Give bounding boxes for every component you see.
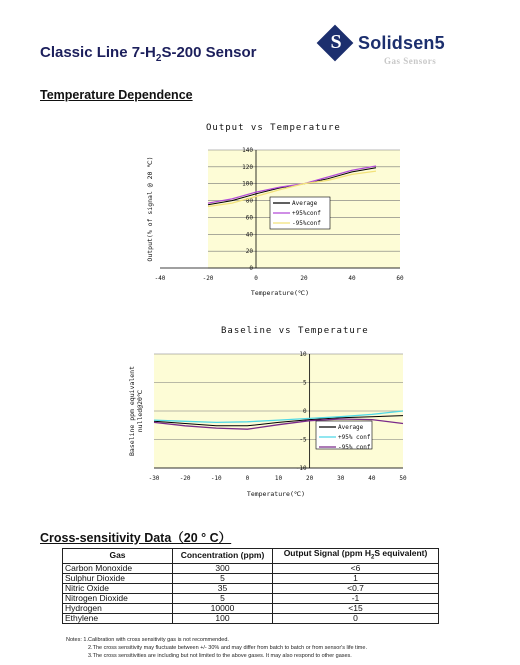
section-temperature-heading: Temperature Dependence	[40, 88, 193, 102]
cell-conc: 100	[173, 613, 273, 623]
table-row	[63, 583, 439, 593]
cell-conc: 5	[173, 573, 273, 583]
cell-gas: Hydrogen	[63, 603, 173, 613]
title-suffix: S-200 Sensor	[161, 44, 257, 61]
company-logo	[318, 28, 478, 68]
cell-conc: 35	[173, 583, 273, 593]
logo-text: Solidsen5	[358, 33, 445, 53]
cell-conc: 300	[173, 563, 273, 573]
table-row	[63, 593, 439, 603]
cell-signal: 1	[273, 573, 439, 583]
cell-signal: 0	[273, 613, 439, 623]
x-tick-label: 20	[306, 475, 314, 482]
table-row	[63, 573, 439, 583]
header-gas: Gas	[63, 549, 173, 564]
legend-label: -95% conf	[338, 444, 371, 451]
table-row	[63, 563, 439, 573]
x-tick-label: -30	[148, 475, 160, 482]
x-tick-label: 30	[337, 475, 345, 482]
table-header-row	[63, 549, 439, 564]
cell-gas: Ethylene	[63, 613, 173, 623]
x-axis-label: Temperature(℃)	[250, 289, 310, 297]
y-tick-label: 40	[245, 231, 253, 239]
y-tick-label: 0	[303, 408, 307, 415]
legend-label: Average	[338, 424, 364, 431]
chart2-title: Baseline vs Temperature	[221, 326, 369, 336]
y-tick-label: 20	[245, 248, 253, 256]
header-signal-sub: 2	[371, 554, 375, 561]
cell-gas: Carbon Monoxide	[63, 563, 173, 573]
y-tick-label: 10	[299, 351, 307, 358]
cell-signal: -1	[273, 593, 439, 603]
x-tick-label: 60	[396, 275, 404, 282]
baseline-vs-temperature-chart	[0, 345, 520, 520]
legend-label: -95%conf	[292, 220, 321, 227]
header-output-signal	[273, 549, 439, 564]
x-tick-label: 20	[300, 275, 308, 282]
output-vs-temperature-chart	[0, 140, 520, 330]
header-concentration: Concentration (ppm)	[173, 549, 273, 564]
logo-letter: S	[330, 31, 342, 53]
cell-gas: Nitric Oxide	[63, 583, 173, 593]
legend-label: +95%conf	[292, 210, 321, 217]
cell-gas: Nitrogen Dioxide	[63, 593, 173, 603]
title-subscript: 2	[155, 53, 162, 64]
chart1-title: Output vs Temperature	[206, 123, 341, 133]
cell-signal: <6	[273, 563, 439, 573]
legend-label: Average	[292, 200, 318, 207]
section-cross-heading: Cross-sensitivity Data（20 ° C）	[40, 531, 232, 545]
y-tick-label: 80	[245, 197, 253, 205]
legend-label: +95% conf	[338, 434, 371, 441]
notes	[66, 636, 367, 660]
y-tick-label: 140	[242, 147, 253, 154]
x-tick-label: 40	[368, 475, 376, 482]
logo-tagline: Gas Sensors	[384, 56, 437, 66]
y-axis-label: Output(% of signal @ 20 ℃)	[146, 156, 154, 262]
x-tick-label: -10	[210, 475, 222, 482]
x-axis-label: Temperature(℃)	[246, 490, 306, 498]
cell-gas: Sulphur Dioxide	[63, 573, 173, 583]
table-row	[63, 603, 439, 613]
table-row	[63, 613, 439, 623]
header-signal-prefix: Output Signal (ppm H	[283, 548, 372, 558]
cell-conc: 5	[173, 593, 273, 603]
page-title	[40, 44, 257, 64]
title-prefix: Classic Line 7-H	[40, 44, 156, 61]
y-axis-label: Baseline ppm equivalentnulled@20℃	[128, 365, 144, 457]
x-tick-label: 50	[399, 475, 407, 482]
cell-signal: <0.7	[273, 583, 439, 593]
x-tick-label: 0	[254, 275, 258, 282]
y-tick-label: 100	[242, 180, 253, 188]
header-signal-suffix: S equivalent)	[374, 548, 428, 558]
y-tick-label: -5	[299, 436, 307, 444]
cell-conc: 10000	[173, 603, 273, 613]
x-tick-label: -20	[179, 475, 191, 482]
cell-signal: <15	[273, 603, 439, 613]
x-tick-label: -20	[202, 275, 214, 282]
y-tick-label: 0	[249, 265, 253, 272]
note-1: Notes: 1.Calibration with cross sensitivity gas is not recommended.	[66, 637, 229, 643]
x-tick-label: 10	[274, 475, 283, 482]
note-3: 3.The cross sensitivities are including but not limited to the above gases. It may also respond to other gases.	[88, 653, 352, 659]
x-tick-label: 0	[245, 475, 250, 482]
y-tick-label: 120	[242, 163, 253, 171]
cross-sensitivity-table	[62, 548, 439, 624]
y-tick-label: 60	[245, 214, 253, 222]
x-tick-label: 40	[348, 275, 356, 282]
note-2: 2.The cross sensitivity may fluctuate between +/- 30% and may differ from batch to batch or from sensor's life time.	[88, 645, 367, 651]
y-tick-label: -10	[295, 465, 307, 472]
y-tick-label: 5	[303, 379, 307, 387]
x-tick-label: -40	[154, 275, 166, 282]
